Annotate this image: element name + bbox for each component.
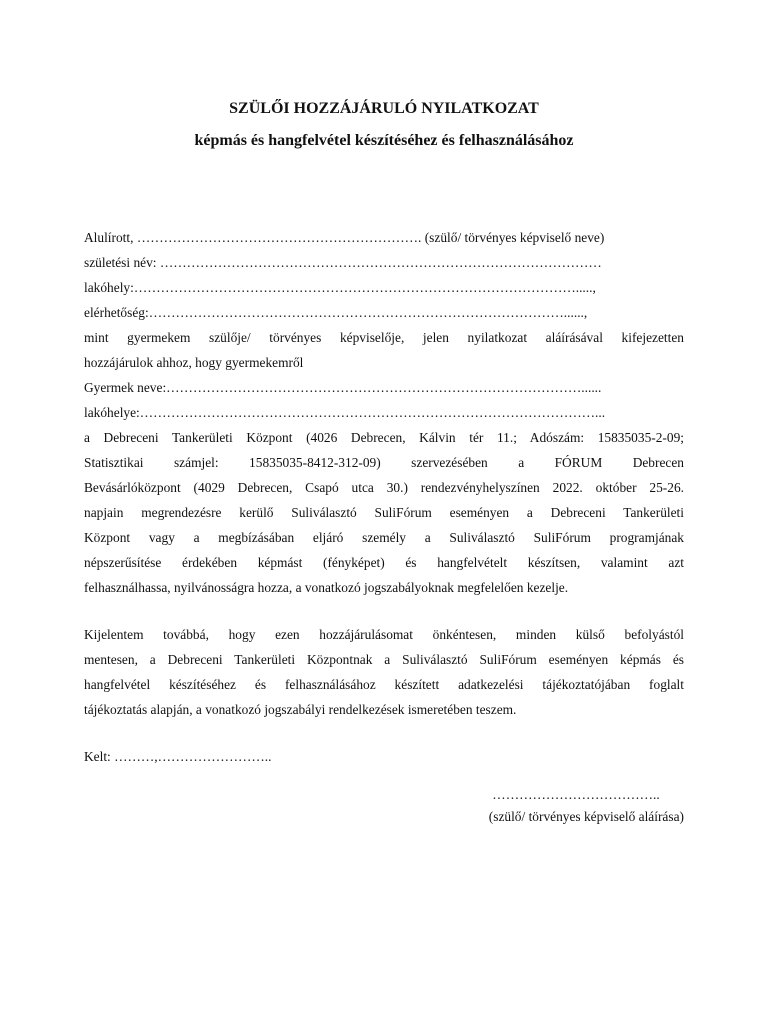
- signer-name-field: Alulírott, ………………………………………………………. (szülő/ törvényes képviselő neve): [84, 230, 605, 245]
- birth-name-field: születési név: ………………………………………………………………………………………: [84, 255, 602, 270]
- paragraph1-line: népszerűsítése érdekében képmást (fényképet) és hangfelvételt készítsen, valamint azt: [84, 555, 684, 570]
- paragraph1-line: a Debreceni Tankerületi Központ (4026 Debrecen, Kálvin tér 11.; Adószám: 15835035-2-09;: [84, 430, 684, 445]
- intro-line: hozzájárulok ahhoz, hogy gyermekemről: [84, 355, 304, 370]
- paragraph2-line: Kijelentem továbbá, hogy ezen hozzájárulásomat önkéntesen, minden külső befolyástól: [84, 627, 684, 642]
- child-address-field: lakóhelye:…………………………………………………………………………………………...: [84, 405, 606, 420]
- document-title: SZÜLŐI HOZZÁJÁRULÓ NYILATKOZAT: [229, 100, 539, 117]
- signature-line: ………………………………..: [492, 787, 660, 802]
- paragraph2-line: mentesen, a Debreceni Tankerületi Központnak a Suliválasztó SuliFórum eseményen képmás és: [84, 652, 684, 667]
- paragraph1-line: Központ vagy a megbízásában eljáró személy a Suliválasztó SuliFórum programjának: [84, 530, 684, 545]
- date-line: Kelt: ………,……………………..: [84, 749, 272, 764]
- signature-caption: (szülő/ törvényes képviselő aláírása): [488, 809, 684, 824]
- paragraph1-line: napjain megrendezésre kerülő Suliválasztó SuliFórum eseményen a Debreceni Tankerületi: [84, 505, 684, 520]
- paragraph2-line: tájékoztatás alapján, a vonatkozó jogszabályi rendelkezések ismeretében teszem.: [84, 702, 517, 717]
- child-name-field: Gyermek neve:…………………………………………………………………………………......: [84, 380, 602, 395]
- document-subtitle: képmás és hangfelvétel készítéséhez és felhasználásához: [194, 132, 574, 149]
- address-field: lakóhely:……………………………………………………………………………………….....,: [84, 280, 596, 295]
- contact-field: elérhetőség:…………………………………………………………………………………......,: [84, 305, 588, 320]
- document-body: [84, 228, 684, 772]
- paragraph2-line: hangfelvétel készítéséhez és felhasználásához készített adatkezelési tájékoztatójában foglalt: [84, 677, 684, 692]
- paragraph1-line: felhasználhassa, nyilvánosságra hozza, a vonatkozó jogszabályoknak megfelelően kezelje.: [84, 580, 569, 595]
- paragraph1-line: Bevásárlóközpont (4029 Debrecen, Csapó utca 30.) rendezvényhelyszínen 2022. október 25-26.: [84, 480, 684, 495]
- intro-line: mint gyermekem szülője/ törvényes képviselője, jelen nyilatkozat aláírásával kifejezetten: [84, 330, 684, 345]
- paragraph1-line: Statisztikai számjel: 15835035-8412-312-09) szervezésében a FÓRUM Debrecen: [84, 455, 684, 470]
